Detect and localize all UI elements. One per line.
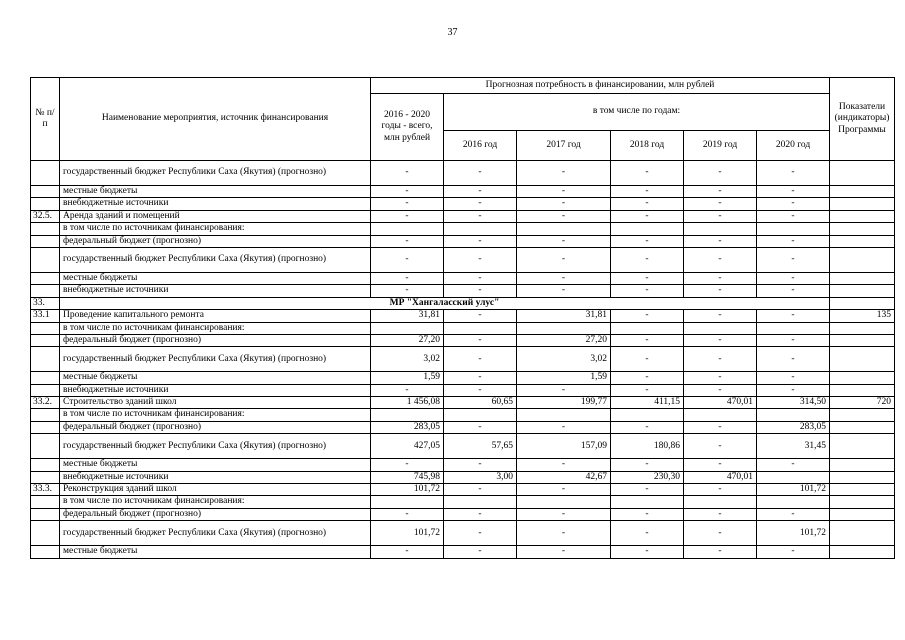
value-year-2019: -: [684, 210, 757, 222]
value-year-2017: [517, 223, 611, 235]
header-forecast: Прогнозная потребность в финансировании, млн рублей: [371, 78, 830, 94]
value-year-2020: 31,45: [757, 434, 830, 459]
value-year-2019: -: [684, 459, 757, 471]
row-number: [31, 198, 60, 210]
table-row: [31, 347, 895, 372]
table-row: [31, 310, 895, 322]
value-year-2019: -: [684, 434, 757, 459]
row-indicator: [830, 347, 895, 372]
value-total: -: [371, 186, 444, 198]
value-year-2017: [517, 409, 611, 421]
row-name: государственный бюджет Республики Саха (Якутия) (прогнозно): [60, 161, 371, 186]
value-total: 101,72: [371, 484, 444, 496]
value-year-2018: -: [611, 521, 684, 546]
value-year-2020: [757, 496, 830, 508]
header-number: № п/п: [31, 78, 60, 161]
value-year-2020: -: [757, 508, 830, 520]
table-row: [31, 384, 895, 396]
value-year-2019: -: [684, 161, 757, 186]
value-year-2018: -: [611, 198, 684, 210]
value-year-2019: 470,01: [684, 471, 757, 483]
row-indicator: [830, 322, 895, 334]
value-year-2016: [444, 496, 517, 508]
value-year-2020: -: [757, 161, 830, 186]
value-year-2019: -: [684, 272, 757, 284]
row-name: в том числе по источникам финансирования:: [60, 322, 371, 334]
row-indicator: [830, 434, 895, 459]
value-year-2016: -: [444, 334, 517, 346]
row-number: 32.5.: [31, 210, 60, 222]
value-year-2018: -: [611, 546, 684, 558]
value-year-2020: 283,05: [757, 421, 830, 433]
value-year-2020: [757, 409, 830, 421]
value-year-2018: -: [611, 384, 684, 396]
header-year-2016: 2016 год: [444, 131, 517, 161]
row-indicator: [830, 161, 895, 186]
value-year-2019: -: [684, 310, 757, 322]
row-indicator: [830, 223, 895, 235]
value-year-2017: -: [517, 384, 611, 396]
row-number: [31, 546, 60, 558]
row-number: [31, 471, 60, 483]
table-row: [31, 459, 895, 471]
value-year-2016: -: [444, 384, 517, 396]
value-year-2019: -: [684, 334, 757, 346]
value-total: -: [371, 459, 444, 471]
value-year-2020: -: [757, 186, 830, 198]
row-number: 33.1: [31, 310, 60, 322]
row-indicator: [830, 285, 895, 297]
row-name: государственный бюджет Республики Саха (Якутия) (прогнозно): [60, 521, 371, 546]
row-name: внебюджетные источники: [60, 198, 371, 210]
value-year-2020: -: [757, 459, 830, 471]
value-year-2017: -: [517, 210, 611, 222]
value-year-2016: -: [444, 198, 517, 210]
value-year-2016: -: [444, 347, 517, 372]
value-total: -: [371, 198, 444, 210]
value-year-2020: 101,72: [757, 484, 830, 496]
value-year-2016: [444, 409, 517, 421]
table-row: [31, 322, 895, 334]
value-year-2018: -: [611, 161, 684, 186]
table-row: [31, 421, 895, 433]
value-year-2017: -: [517, 421, 611, 433]
table-row: [31, 235, 895, 247]
row-name: местные бюджеты: [60, 186, 371, 198]
row-name: федеральный бюджет (прогнозно): [60, 235, 371, 247]
row-name: внебюджетные источники: [60, 384, 371, 396]
row-indicator: [830, 198, 895, 210]
value-year-2017: 31,81: [517, 310, 611, 322]
row-indicator: [830, 334, 895, 346]
row-number: [31, 409, 60, 421]
value-year-2016: -: [444, 546, 517, 558]
table-row: [31, 496, 895, 508]
table-row: [31, 546, 895, 558]
value-year-2016: -: [444, 421, 517, 433]
value-year-2020: -: [757, 347, 830, 372]
value-year-2016: 60,65: [444, 397, 517, 409]
value-year-2018: -: [611, 210, 684, 222]
value-total: [371, 322, 444, 334]
row-indicator: [830, 235, 895, 247]
value-year-2017: -: [517, 546, 611, 558]
row-number: [31, 272, 60, 284]
row-indicator: [830, 186, 895, 198]
row-indicator: [830, 546, 895, 558]
value-year-2020: -: [757, 334, 830, 346]
row-number: [31, 521, 60, 546]
row-number: 33.: [31, 297, 60, 309]
value-year-2017: 3,02: [517, 347, 611, 372]
value-total: [371, 223, 444, 235]
value-total: 3,02: [371, 347, 444, 372]
value-year-2016: -: [444, 186, 517, 198]
row-name: в том числе по источникам финансирования:: [60, 223, 371, 235]
row-indicator: [830, 297, 895, 309]
value-total: 1,59: [371, 372, 444, 384]
row-number: 33.3.: [31, 484, 60, 496]
value-total: -: [371, 247, 444, 272]
row-name: федеральный бюджет (прогнозно): [60, 508, 371, 520]
row-name: государственный бюджет Республики Саха (Якутия) (прогнозно): [60, 347, 371, 372]
value-year-2018: -: [611, 235, 684, 247]
financing-table: [30, 77, 895, 559]
value-year-2020: -: [757, 247, 830, 272]
header-year-2017: 2017 год: [517, 131, 611, 161]
value-year-2019: -: [684, 347, 757, 372]
row-indicator: [830, 521, 895, 546]
value-year-2016: -: [444, 521, 517, 546]
value-year-2018: -: [611, 347, 684, 372]
header-year-2020: 2020 год: [757, 131, 830, 161]
value-year-2020: 314,50: [757, 397, 830, 409]
value-year-2017: 42,67: [517, 471, 611, 483]
table-header: [31, 78, 895, 161]
value-year-2016: -: [444, 161, 517, 186]
row-number: [31, 247, 60, 272]
row-name: Реконструкция зданий школ: [60, 484, 371, 496]
value-year-2017: -: [517, 484, 611, 496]
header-year-2019: 2019 год: [684, 131, 757, 161]
value-year-2019: -: [684, 421, 757, 433]
value-year-2017: -: [517, 198, 611, 210]
value-total: -: [371, 546, 444, 558]
row-indicator: [830, 247, 895, 272]
row-name: местные бюджеты: [60, 459, 371, 471]
value-year-2020: [757, 223, 830, 235]
table-row: [31, 372, 895, 384]
value-year-2017: -: [517, 508, 611, 520]
value-year-2019: -: [684, 247, 757, 272]
row-number: [31, 347, 60, 372]
value-year-2018: -: [611, 508, 684, 520]
value-total: 745,98: [371, 471, 444, 483]
row-indicator: [830, 496, 895, 508]
value-year-2019: -: [684, 508, 757, 520]
table-row: [31, 297, 895, 309]
value-year-2017: [517, 322, 611, 334]
value-year-2018: -: [611, 285, 684, 297]
value-year-2016: -: [444, 272, 517, 284]
table-row: [31, 508, 895, 520]
value-year-2019: [684, 409, 757, 421]
row-number: [31, 496, 60, 508]
table-row: [31, 247, 895, 272]
value-year-2020: -: [757, 546, 830, 558]
row-name: Аренда зданий и помещений: [60, 210, 371, 222]
value-total: -: [371, 161, 444, 186]
value-year-2018: -: [611, 334, 684, 346]
value-total: -: [371, 210, 444, 222]
value-year-2017: -: [517, 186, 611, 198]
value-year-2016: -: [444, 285, 517, 297]
value-year-2020: -: [757, 235, 830, 247]
row-indicator: [830, 210, 895, 222]
row-number: [31, 508, 60, 520]
value-year-2020: -: [757, 272, 830, 284]
value-total: 101,72: [371, 521, 444, 546]
value-year-2016: -: [444, 310, 517, 322]
row-indicator: [830, 471, 895, 483]
header-indicators: Показатели (индикаторы) Программы: [830, 78, 895, 161]
row-number: [31, 285, 60, 297]
row-number: [31, 334, 60, 346]
value-total: -: [371, 384, 444, 396]
row-number: [31, 235, 60, 247]
row-name: федеральный бюджет (прогнозно): [60, 421, 371, 433]
row-name: государственный бюджет Республики Саха (Якутия) (прогнозно): [60, 247, 371, 272]
table-row: [31, 471, 895, 483]
value-year-2018: [611, 409, 684, 421]
row-number: [31, 161, 60, 186]
header-name: Наименование мероприятия, источник финансирования: [60, 78, 371, 161]
row-name: внебюджетные источники: [60, 285, 371, 297]
value-year-2018: -: [611, 459, 684, 471]
value-year-2020: [757, 471, 830, 483]
value-year-2017: -: [517, 247, 611, 272]
row-indicator: 720: [830, 397, 895, 409]
value-year-2017: -: [517, 521, 611, 546]
value-year-2017: -: [517, 235, 611, 247]
value-year-2018: -: [611, 421, 684, 433]
value-year-2020: -: [757, 384, 830, 396]
value-year-2019: [684, 496, 757, 508]
value-year-2019: [684, 223, 757, 235]
row-number: [31, 434, 60, 459]
value-year-2019: -: [684, 546, 757, 558]
row-name: Проведение капитального ремонта: [60, 310, 371, 322]
row-number: [31, 372, 60, 384]
table-row: [31, 223, 895, 235]
row-indicator: [830, 272, 895, 284]
value-total: 427,05: [371, 434, 444, 459]
value-year-2018: 230,30: [611, 471, 684, 483]
row-name: местные бюджеты: [60, 546, 371, 558]
value-total: -: [371, 272, 444, 284]
row-name: местные бюджеты: [60, 272, 371, 284]
value-year-2017: 157,09: [517, 434, 611, 459]
page-number: 37: [447, 27, 458, 38]
value-total: [371, 496, 444, 508]
value-year-2020: -: [757, 310, 830, 322]
row-number: [31, 459, 60, 471]
value-year-2017: -: [517, 459, 611, 471]
value-year-2016: -: [444, 372, 517, 384]
value-year-2018: [611, 322, 684, 334]
value-year-2020: 101,72: [757, 521, 830, 546]
table-row: [31, 484, 895, 496]
row-number: [31, 223, 60, 235]
table-row: [31, 521, 895, 546]
value-year-2017: [517, 496, 611, 508]
value-year-2019: -: [684, 372, 757, 384]
value-year-2018: -: [611, 372, 684, 384]
value-total: 31,81: [371, 310, 444, 322]
row-name: внебюджетные источники: [60, 471, 371, 483]
table-row: [31, 334, 895, 346]
value-year-2016: [444, 322, 517, 334]
value-total: 283,05: [371, 421, 444, 433]
value-year-2018: -: [611, 484, 684, 496]
table-body: [31, 161, 895, 559]
value-total: -: [371, 285, 444, 297]
value-year-2019: -: [684, 235, 757, 247]
value-year-2019: -: [684, 186, 757, 198]
table-row: [31, 397, 895, 409]
table-row: [31, 198, 895, 210]
value-year-2019: -: [684, 198, 757, 210]
value-year-2020: -: [757, 372, 830, 384]
value-year-2017: 1,59: [517, 372, 611, 384]
header-by-years: в том числе по годам:: [444, 94, 830, 131]
value-year-2020: -: [757, 210, 830, 222]
table-row: [31, 285, 895, 297]
value-year-2017: -: [517, 272, 611, 284]
value-year-2018: [611, 223, 684, 235]
row-indicator: 135: [830, 310, 895, 322]
value-year-2016: -: [444, 508, 517, 520]
value-year-2018: 180,86: [611, 434, 684, 459]
row-number: [31, 421, 60, 433]
value-year-2018: -: [611, 186, 684, 198]
value-year-2016: -: [444, 484, 517, 496]
row-name: местные бюджеты: [60, 372, 371, 384]
row-indicator: [830, 409, 895, 421]
value-year-2016: -: [444, 210, 517, 222]
header-year-2018: 2018 год: [611, 131, 684, 161]
row-number: 33.2.: [31, 397, 60, 409]
table-row: [31, 186, 895, 198]
row-name: в том числе по источникам финансирования:: [60, 409, 371, 421]
value-year-2020: [757, 322, 830, 334]
value-year-2016: -: [444, 247, 517, 272]
value-year-2019: [684, 322, 757, 334]
value-year-2017: 27,20: [517, 334, 611, 346]
value-year-2017: 199,77: [517, 397, 611, 409]
row-name: государственный бюджет Республики Саха (Якутия) (прогнозно): [60, 434, 371, 459]
table-row: [31, 409, 895, 421]
value-year-2019: -: [684, 484, 757, 496]
header-total: 2016 - 2020 годы - всего, млн рублей: [371, 94, 444, 161]
row-indicator: [830, 459, 895, 471]
table-row: [31, 161, 895, 186]
value-year-2019: -: [684, 384, 757, 396]
value-year-2018: 411,15: [611, 397, 684, 409]
row-name: в том числе по источникам финансирования:: [60, 496, 371, 508]
table-row: [31, 434, 895, 459]
value-total: 27,20: [371, 334, 444, 346]
row-name: федеральный бюджет (прогнозно): [60, 334, 371, 346]
row-indicator: [830, 372, 895, 384]
row-indicator: [830, 384, 895, 396]
value-year-2019: 470,01: [684, 397, 757, 409]
value-year-2017: -: [517, 161, 611, 186]
row-name: Строительство зданий школ: [60, 397, 371, 409]
value-total: -: [371, 235, 444, 247]
row-indicator: [830, 508, 895, 520]
table-row: [31, 272, 895, 284]
row-number: [31, 384, 60, 396]
value-year-2018: -: [611, 247, 684, 272]
value-total: -: [371, 508, 444, 520]
row-indicator: [830, 421, 895, 433]
value-year-2018: -: [611, 272, 684, 284]
value-total: [371, 409, 444, 421]
value-year-2017: -: [517, 285, 611, 297]
table-row: [31, 210, 895, 222]
value-year-2016: 57,65: [444, 434, 517, 459]
value-year-2018: -: [611, 310, 684, 322]
value-year-2019: -: [684, 285, 757, 297]
value-year-2020: -: [757, 285, 830, 297]
value-year-2016: -: [444, 235, 517, 247]
value-year-2016: 3,00: [444, 471, 517, 483]
row-indicator: [830, 484, 895, 496]
value-year-2019: -: [684, 521, 757, 546]
value-total: 1 456,08: [371, 397, 444, 409]
row-number: [31, 322, 60, 334]
value-year-2016: -: [444, 459, 517, 471]
section-title: МР "Хангаласский улус": [60, 297, 830, 309]
value-year-2020: -: [757, 198, 830, 210]
row-number: [31, 186, 60, 198]
value-year-2018: [611, 496, 684, 508]
value-year-2016: [444, 223, 517, 235]
